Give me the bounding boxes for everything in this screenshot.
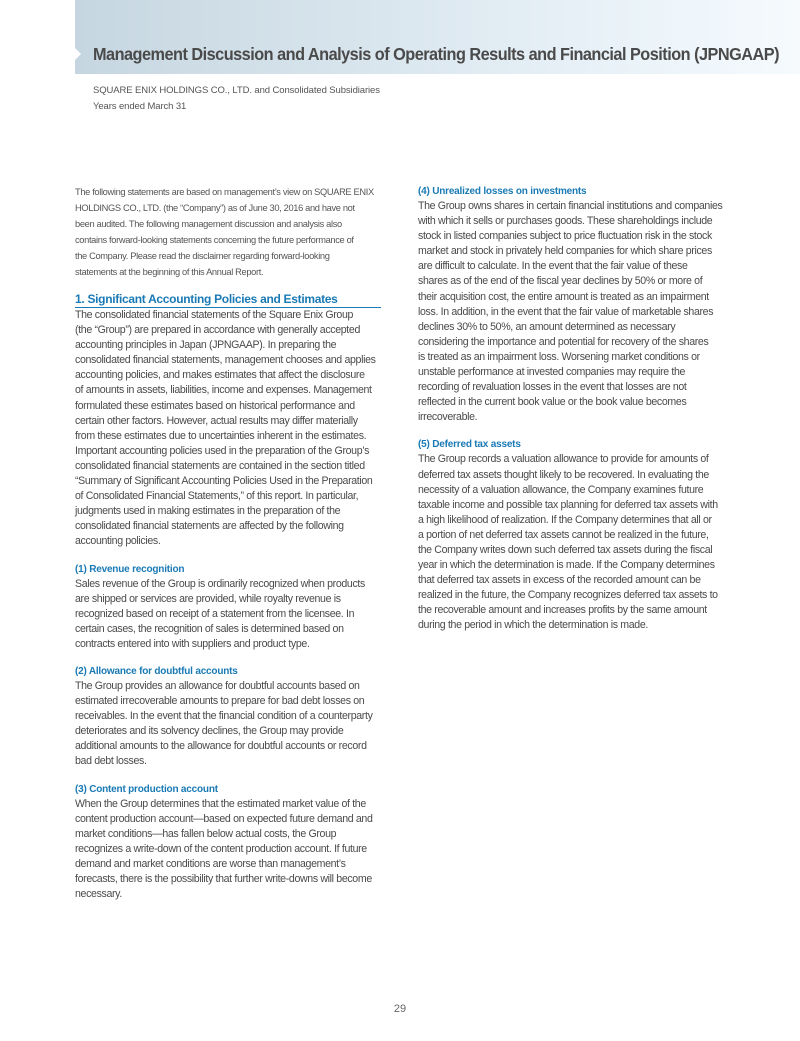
text-line: realized in the future, the Company recognizes deferred tax assets to <box>418 589 718 602</box>
text-line: taxable income and possible tax planning for deferred tax assets with <box>418 498 718 511</box>
text-line: contracts entered into with suppliers and product type. <box>75 637 310 650</box>
company-name: SQUARE ENIX HOLDINGS CO., LTD. and Consolidated Subsidiaries <box>93 85 380 96</box>
text-line: bad debt losses. <box>75 755 147 768</box>
text-line: consolidated financial statements are affected by the following <box>75 520 344 533</box>
text-line: recording of revaluation losses in the event that losses are not <box>418 381 687 394</box>
page-title: Management Discussion and Analysis of Operating Results and Financial Position (JPNGAAP) <box>93 44 779 64</box>
text-line: their acquisition cost, the entire amount is treated as an impairment <box>418 290 709 303</box>
text-line: estimated irrecoverable amounts to prepare for bad debt losses on <box>75 695 365 708</box>
text-line: reflected in the current book value or the book value becomes <box>418 396 687 409</box>
text-line: from these estimates due to uncertainties inherent in the estimates. <box>75 429 367 442</box>
left-column <box>75 184 381 902</box>
body-paragraph <box>75 577 381 652</box>
body-paragraph <box>418 199 722 425</box>
text-line: of amounts in assets, liabilities, income and expenses. Management <box>75 384 372 397</box>
text-line: accounting principles in Japan (JPNGAAP). In preparing the <box>75 339 337 352</box>
text-line: necessary. <box>75 888 122 901</box>
body-paragraph <box>75 308 381 550</box>
text-line: the Company. Please read the disclaimer regarding forward-looking <box>75 251 330 261</box>
text-line: are shipped or services are provided, while royalty revenue is <box>75 592 341 605</box>
text-line: shares as of the end of the fiscal year declines by 50% or more of <box>418 275 703 288</box>
text-line: that deferred tax assets in excess of the recorded amount can be <box>418 574 701 587</box>
text-line: (the “Group”) are prepared in accordance with generally accepted <box>75 324 360 337</box>
text-line: Important accounting policies used in the preparation of the Group’s <box>75 444 370 457</box>
text-line: irrecoverable. <box>418 411 478 424</box>
text-line: accounting policies. <box>75 535 161 548</box>
text-line: certain other factors. However, actual results may differ materially <box>75 414 358 427</box>
text-line: a portion of net deferred tax assets cannot be realized in the future, <box>418 528 709 541</box>
text-line: Sales revenue of the Group is ordinarily recognized when products <box>75 577 365 590</box>
subsection-heading: (3) Content production account <box>75 783 218 795</box>
text-line: deferred tax assets thought likely to be recovered. In evaluating the <box>418 468 709 481</box>
body-paragraph <box>75 797 381 903</box>
page-number: 29 <box>393 1003 407 1015</box>
period: Years ended March 31 <box>93 101 187 112</box>
text-line: year in which the determination is made. If the Company determines <box>418 559 715 572</box>
text-line: declines 30% to 50%, an amount determined as necessary <box>418 320 676 333</box>
text-line: judgments used in making estimates in the preparation of the <box>75 505 341 518</box>
text-line: additional amounts to the allowance for doubtful accounts or record <box>75 740 367 753</box>
text-line: during the period in which the determination is made. <box>418 619 648 632</box>
text-line: consolidated financial statements, management chooses and applies <box>75 354 376 367</box>
text-line: content production account—based on expected future demand and <box>75 812 373 825</box>
text-line: contains forward-looking statements concerning the future performance of <box>75 235 354 245</box>
text-line: unstable performance at invested companies may require the <box>418 366 686 379</box>
text-line: market conditions—has fallen below actual costs, the Group <box>75 827 337 840</box>
text-line: recognized based on receipt of a statement from the licensee. In <box>75 607 355 620</box>
intro-paragraph <box>75 184 381 280</box>
text-line: formulated these estimates based on historical performance and <box>75 399 355 412</box>
text-line: market and stock in privately held companies for which share prices <box>418 245 712 258</box>
text-line: necessity of a valuation allowance, the Company examines future <box>418 483 704 496</box>
text-line: accounting policies, and makes estimates that affect the disclosure <box>75 369 365 382</box>
text-line: The Group provides an allowance for doubtful accounts based on <box>75 679 360 692</box>
text-line: recognizes a write-down of the content production account. If future <box>75 842 367 855</box>
text-line: The consolidated financial statements of the Square Enix Group <box>75 309 354 321</box>
text-line: When the Group determines that the estimated market value of the <box>75 797 366 810</box>
text-line: HOLDINGS CO., LTD. (the “Company”) as of June 30, 2016 and have not <box>75 203 355 213</box>
subsection-heading: (2) Allowance for doubtful accounts <box>75 665 238 677</box>
text-line: statements at the beginning of this Annual Report. <box>75 267 264 277</box>
text-line: loss. In addition, in the event that the fair value of marketable shares <box>418 305 714 318</box>
text-line: The Group owns shares in certain financial institutions and companies <box>418 200 723 212</box>
text-line: with which it sells or purchases goods. These shareholdings include <box>418 215 713 228</box>
text-line: of Consolidated Financial Statements,” of this report. In particular, <box>75 490 359 503</box>
text-line: consolidated financial statements are contained in the section titled <box>75 459 365 472</box>
text-line: deteriorates and its solvency declines, the Group may provide <box>75 725 344 738</box>
text-line: demand and market conditions are worse than management’s <box>75 857 346 870</box>
text-line: considering the importance and potential for recovery of the shares <box>418 335 709 348</box>
text-line: are difficult to calculate. In the event that the fair value of these <box>418 260 688 273</box>
section-heading: 1. Significant Accounting Policies and Estimates <box>75 292 381 308</box>
text-line: receivables. In the event that the financial condition of a counterparty <box>75 710 373 723</box>
text-line: been audited. The following management discussion and analysis also <box>75 219 342 229</box>
subsection-heading: (5) Deferred tax assets <box>418 439 521 451</box>
text-line: stock in listed companies subject to price fluctuation risk in the stock <box>418 230 712 243</box>
header-arrow-icon <box>75 48 81 60</box>
text-line: a high likelihood of realization. If the Company determines that all or <box>418 513 712 526</box>
text-line: “Summary of Significant Accounting Policies Used in the Preparation <box>75 475 373 488</box>
body-paragraph <box>75 679 381 770</box>
text-line: forecasts, there is the possibility that further write-downs will become <box>75 873 372 885</box>
text-line: the Company writes down such deferred tax assets during the fiscal <box>418 543 713 556</box>
text-line: The Group records a valuation allowance to provide for amounts of <box>418 453 709 466</box>
subsection-heading: (1) Revenue recognition <box>75 563 185 575</box>
text-line: the recoverable amount and increases profits by the same amount <box>418 604 707 617</box>
text-line: The following statements are based on management’s view on SQUARE ENIX <box>75 187 374 197</box>
text-line: is treated as an impairment loss. Worsening market conditions or <box>418 350 700 363</box>
text-line: certain cases, the recognition of sales is determined based on <box>75 622 344 635</box>
body-paragraph <box>418 452 722 633</box>
subsection-heading: (4) Unrealized losses on investments <box>418 186 587 197</box>
right-column <box>418 185 722 634</box>
